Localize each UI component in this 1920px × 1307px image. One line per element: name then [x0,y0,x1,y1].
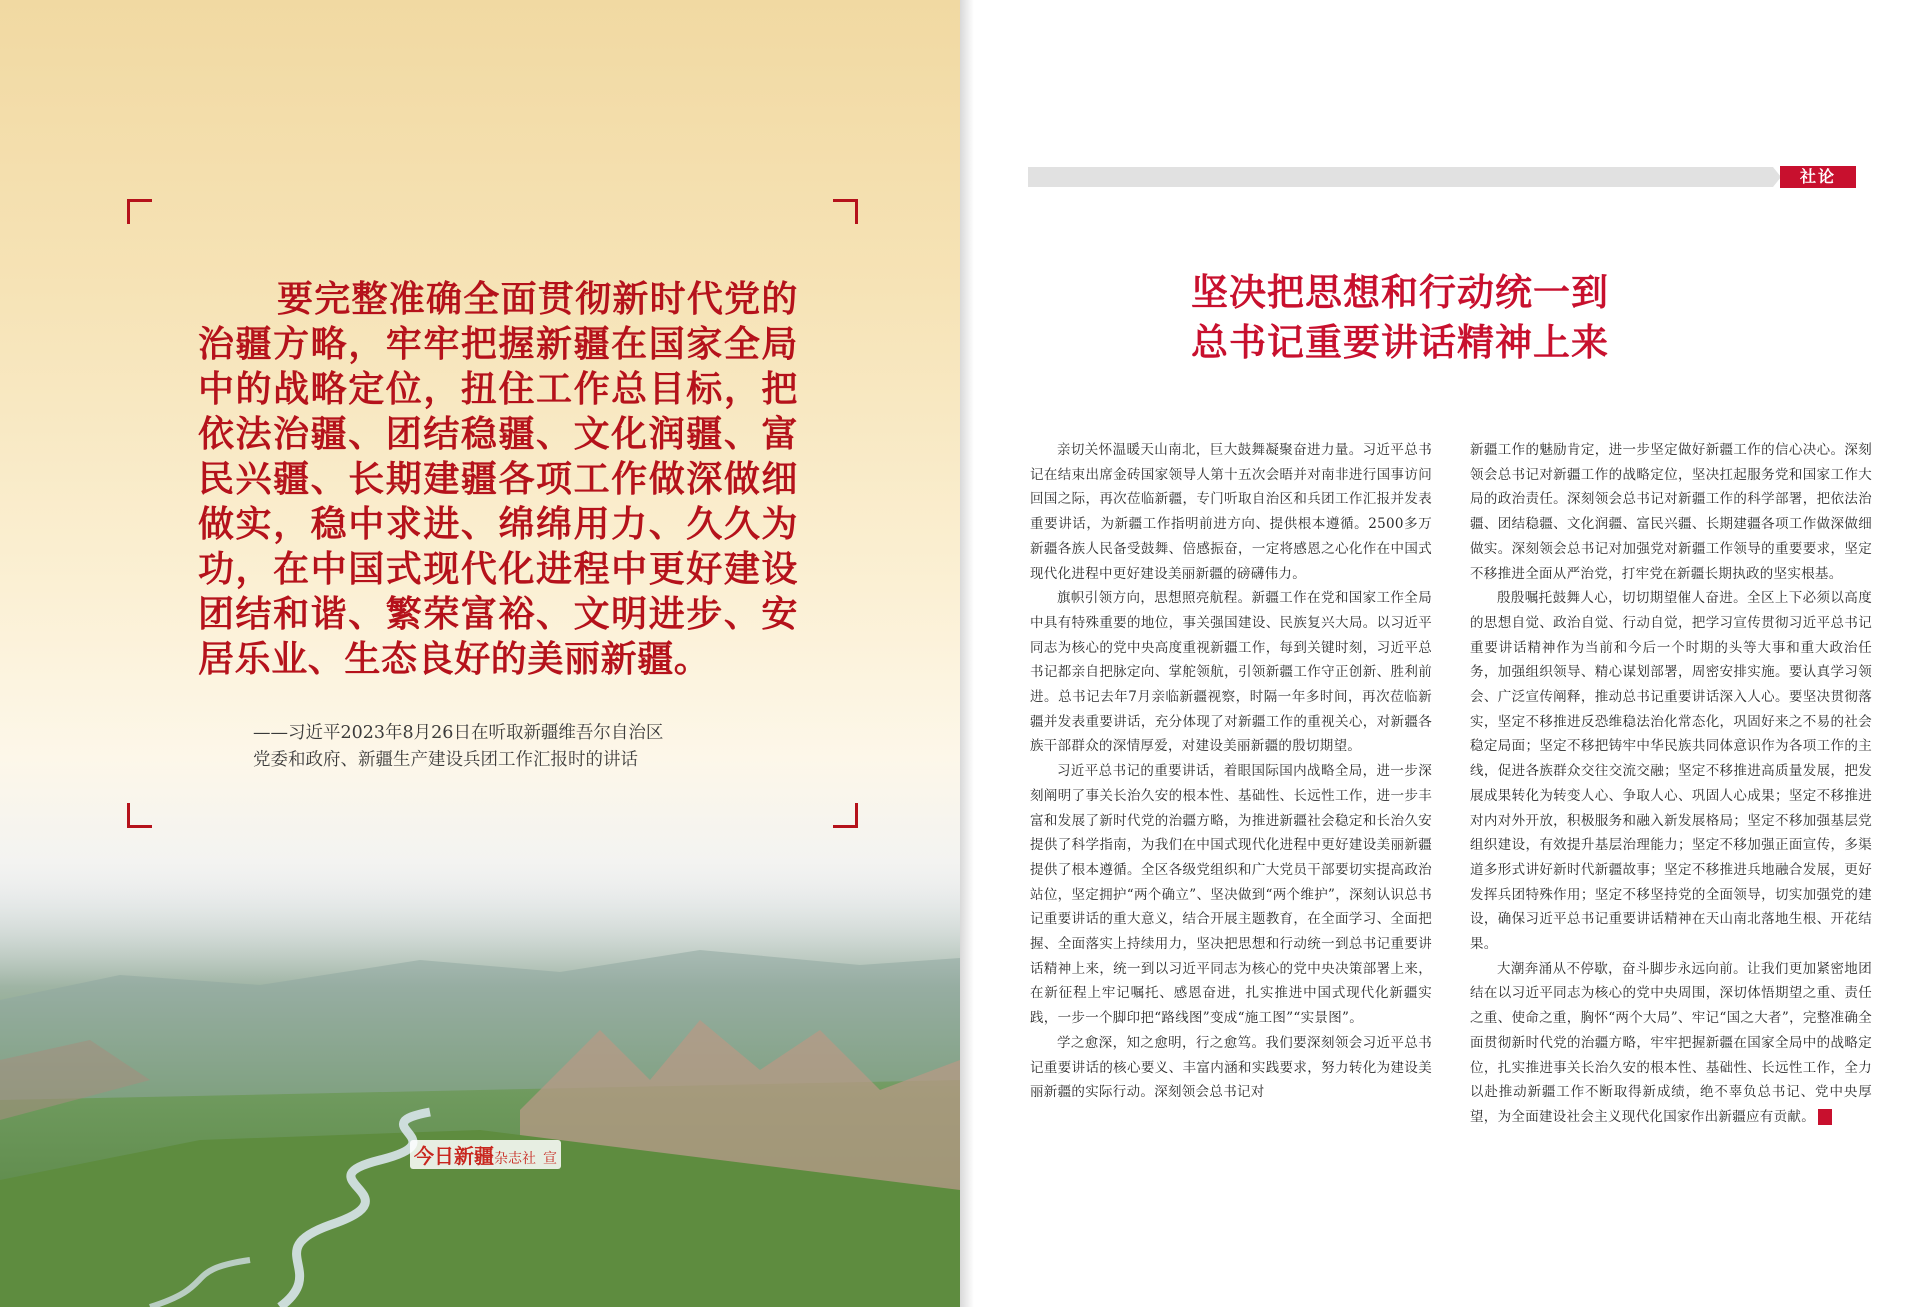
quote-source-line-2: 党委和政府、新疆生产建设兵团工作汇报时的讲话 [253,750,638,770]
paragraph: 学之愈深，知之愈明，行之愈笃。我们要深刻领会习近平总书记重要讲话的核心要义、丰富内涵和实践要求，努力转化为建设美丽新疆的实际行动。深刻领会总书记对 [1030,1034,1432,1101]
paragraph: 殷殷嘱托鼓舞人心，切切期望催人奋进。全区上下必须以高度的思想自觉、政治自觉、行动自觉，把学习宣传贯彻习近平总书记重要讲话精神作为当前和今后一个时期的头等大事和重大政治任务，加强组织领导、精心谋划部署，周密安排实施。要认真学习领会、广泛宣传阐释，推动总书记重要讲话深入人心。要坚决贯彻落实，坚定不移推进反恐维稳法治化常态化，巩固好来之不易的社会稳定局面；坚定不移把铸牢中华民族共同体意识作为各项工作的主线，促进各族群众交往交流交融；坚定不移推进高质量发展，把发展成果转化为转变人心、争取人心、巩固人心成果；坚定不移推进对内对外开放，积极服务和融入新发展格局；坚定不移加强基层党组织建设，有效提升基层治理能力；坚定不移加强正面宣传，多渠道多形式讲好新时代新疆故事；坚定不移推进兵地融合发展，更好发挥兵团特殊作用；坚定不移坚持党的全面领导，切实加强党的建设，确保习近平总书记重要讲话精神在天山南北落地生根、开花结果。 [1470,590,1872,953]
article-title [1100,268,1700,368]
frame-corner-top-right [833,199,858,224]
paragraph [1470,957,1872,1130]
landscape-photo [0,880,960,1307]
article-column-right [1470,438,1872,1130]
quote-body: 要完整准确全面贯彻新时代党的治疆方略，牢牢把握新疆在国家全局中的战略定位，扭住工作总目标，把依法治疆、团结稳疆、文化润疆、富民兴疆、长期建疆各项工作做深做细做实，稳中求进、绵绵用力、久久为功，在中国式现代化进程中更好建设团结和谐、繁荣富裕、文明进步、安居乐业、生态良好的美丽新疆。 [198,279,798,680]
header-bar [1028,167,1773,187]
title-line-1: 坚决把思想和行动统一到 [1191,271,1609,314]
quote-source [253,720,813,774]
article-column-left [1030,438,1432,1105]
paragraph-text: 大潮奔涌从不停歇，奋斗脚步永远向前。让我们更加紧密地团结在以习近平同志为核心的党中央周围，深切体悟期望之重、责任之重、使命之重，胸怀“两个大局”、牢记“国之大者”，完整准确全面贯彻新时代党的治疆方略，牢牢把握新疆在国家全局中的战略定位，扎实推进事关长治久安的根本性、基础性、长远性工作，全力以赴推动新疆工作不断取得新成绩，绝不辜负总书记、党中央厚望，为全面建设社会主义现代化国家作出新疆应有贡献。 [1470,960,1872,1125]
page-gutter [960,0,974,1307]
section-tag: 社论 [1780,166,1856,188]
logo-main: 今日新疆 [414,1144,494,1168]
paragraph: 习近平总书记的重要讲话，着眼国际国内战略全局，进一步深刻阐明了事关长治久安的根本性、基础性、长远性工作，进一步丰富和发展了新时代党的治疆方略，为推进新疆社会稳定和长治久安提供了科学指南，为我们在中国式现代化进程中更好建设美丽新疆提供了根本遵循。全区各级党组织和广大党员干部要切实提高政治站位，坚定拥护“两个确立”、坚决做到“两个维护”，深刻认识总书记重要讲话的重大意义，结合开展主题教育，在全面学习、全面把握、全面落实上持续用力，坚决把思想和行动统一到总书记重要讲话精神上来，统一到以习近平同志为核心的党中央决策部署上来，在新征程上牢记嘱托、感恩奋进，扎实推进中国式现代化新疆实践，一步一个脚印把“路线图”变成“施工图”“实景图”。 [1030,763,1432,1027]
frame-corner-bottom-left [127,803,152,828]
logo-suffix: 杂志社 [494,1151,536,1167]
logo-mark: 宣 [542,1151,557,1167]
paragraph: 旗帜引领方向，思想照亮航程。新疆工作在党和国家工作全局中具有特殊重要的地位，事关强国建设、民族复兴大局。以习近平同志为核心的党中央高度重视新疆工作，每到关键时刻，习近平总书记都亲自把脉定向、掌舵领航，引领新疆工作守正创新、胜利前进。总书记去年7月亲临新疆视察，时隔一年多时间，再次莅临新疆并发表重要讲话，充分体现了对新疆工作的重视关心，对新疆各族干部群众的深情厚爱，对建设美丽新疆的殷切期望。 [1030,590,1432,755]
paragraph-continuation: 新疆工作的魅励肯定，进一步坚定做好新疆工作的信心决心。深刻领会总书记对新疆工作的战略定位，坚决扛起服务党和国家工作大局的政治责任。深刻领会总书记对新疆工作的科学部署，把依法治疆、团结稳疆、文化润疆、富民兴疆、长期建疆各项工作做深做细做实。深刻领会总书记对加强党对新疆工作领导的重要要求，坚定不移推进全面从严治党，打牢党在新疆长期执政的坚实根基。 [1470,442,1872,582]
paragraph: 亲切关怀温暖天山南北，巨大鼓舞凝聚奋进力量。习近平总书记在结束出席金砖国家领导人第十五次会晤并对南非进行国事访问回国之际，再次莅临新疆，专门听取自治区和兵团工作汇报并发表重要讲话，为新疆工作指明前进方向、提供根本遵循。2500多万新疆各族人民备受鼓舞、倍感振奋，一定将感恩之心化作在中国式现代化进程中更好建设美丽新疆的磅礴伟力。 [1030,442,1432,582]
end-mark-icon: 丿 [1818,1109,1832,1125]
frame-corner-bottom-right [833,803,858,828]
quote-source-line-1: ——习近平2023年8月26日在听取新疆维吾尔自治区 [253,723,664,743]
title-line-2: 总书记重要讲话精神上来 [1191,321,1609,364]
frame-corner-top-left [127,199,152,224]
publisher-logo [410,1140,561,1169]
